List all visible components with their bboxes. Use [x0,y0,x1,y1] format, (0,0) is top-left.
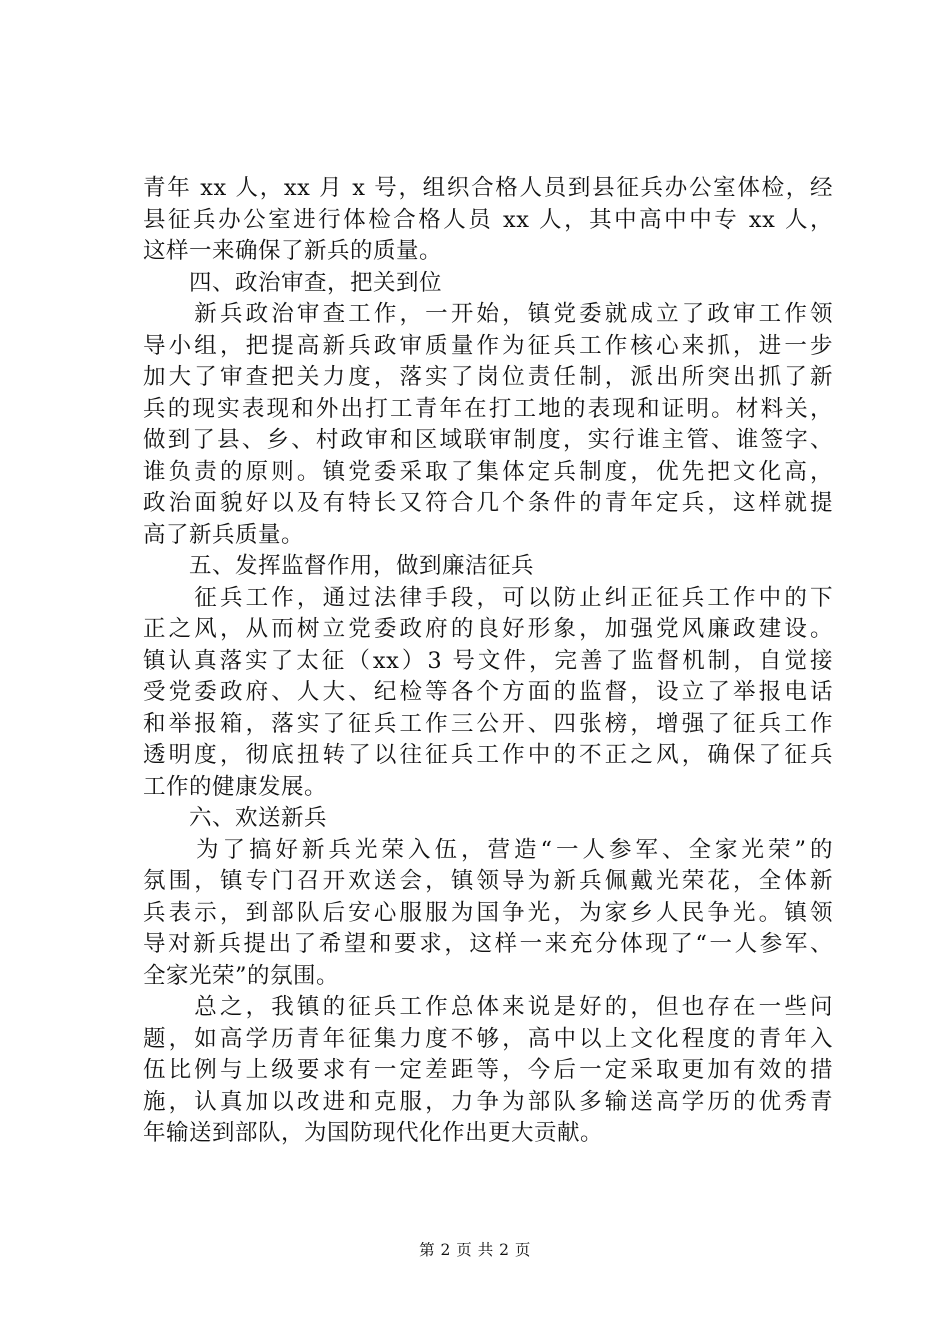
text-line: 四、政治审查，把关到位 [143,269,443,296]
section-heading [143,803,833,835]
text-line: 做到了县、乡、村政审和区域联审制度，实行谁主管、谁签字、 [143,427,833,453]
text-line: 政治面貌好以及有特长又符合几个条件的青年定兵，这样就提 [143,490,833,516]
text-line: 五、发挥监督作用，做到廉洁征兵 [143,553,535,579]
text-line: 镇认真落实了太征（xx）3 号文件，完善了监督机制，自觉接 [143,647,833,674]
text-line: 总之，我镇的征兵工作总体来说是好的，但也存在一些问 [143,994,833,1020]
text-line: 兵的现实表现和外出打工青年在打工地的表现和证明。材料关， [143,395,833,422]
paragraph [143,299,833,551]
text-line: 和举报箱，落实了征兵工作三公开、四张榜，增强了征兵工作 [143,710,833,737]
text-line: 题，如高学历青年征集力度不够，高中以上文化程度的青年入 [143,1025,833,1052]
text-line: 谁负责的原则。镇党委采取了集体定兵制度，优先把文化高， [143,458,833,485]
text-line: 导对新兵提出了希望和要求，这样一来充分体现了“一人参军、 [143,931,833,957]
text-line: 为了搞好新兵光荣入伍，营造“一人参军、全家光荣”的 [143,836,833,863]
text-line: 征兵工作，通过法律手段，可以防止纠正征兵工作中的下 [143,584,833,611]
text-line: 氛围，镇专门召开欢送会，镇领导为新兵佩戴光荣花，全体新 [143,868,833,894]
text-line: 县征兵办公室进行体检合格人员 xx 人，其中高中中专 xx 人， [143,206,833,233]
text-line: 年输送到部队，为国防现代化作出更大贡献。 [143,1120,604,1146]
text-line: 施，认真加以改进和克服，力争为部队多输送高学历的优秀青 [143,1088,833,1115]
text-line: 全家光荣”的氛围。 [143,962,340,989]
paragraph [143,992,833,1150]
paragraph [143,835,833,993]
text-line: 新兵政治审查工作，一开始，镇党委就成立了政审工作领 [143,301,833,327]
page-footer: 第 2 页 共 2 页 [419,1241,531,1259]
section-heading [143,268,833,300]
paragraph [143,583,833,804]
text-line: 六、欢送新兵 [143,805,328,831]
text-line: 高了新兵质量。 [143,521,305,548]
document-body [143,173,833,1150]
text-line: 透明度，彻底扭转了以往征兵工作中的不正之风，确保了征兵 [143,742,833,768]
text-line: 工作的健康发展。 [143,773,328,800]
text-line: 兵表示，到部队后安心服服为国争光，为家乡人民争光。镇领 [143,899,833,926]
text-line: 加大了审查把关力度，落实了岗位责任制，派出所突出抓了新 [143,364,833,390]
section-heading [143,551,833,583]
text-line: 青年 xx 人，xx 月 x 号，组织合格人员到县征兵办公室体检，经 [143,175,833,201]
text-line: 正之风，从而树立党委政府的良好形象，加强党风廉政建设。 [143,616,833,642]
text-line: 导小组，把提高新兵政审质量作为征兵工作核心来抓，进一步 [143,332,833,359]
text-line: 这样一来确保了新兵的质量。 [143,238,443,264]
text-line: 受党委政府、人大、纪检等各个方面的监督，设立了举报电话 [143,679,833,705]
paragraph [143,173,833,268]
text-line: 伍比例与上级要求有一定差距等，今后一定采取更加有效的措 [143,1057,833,1083]
